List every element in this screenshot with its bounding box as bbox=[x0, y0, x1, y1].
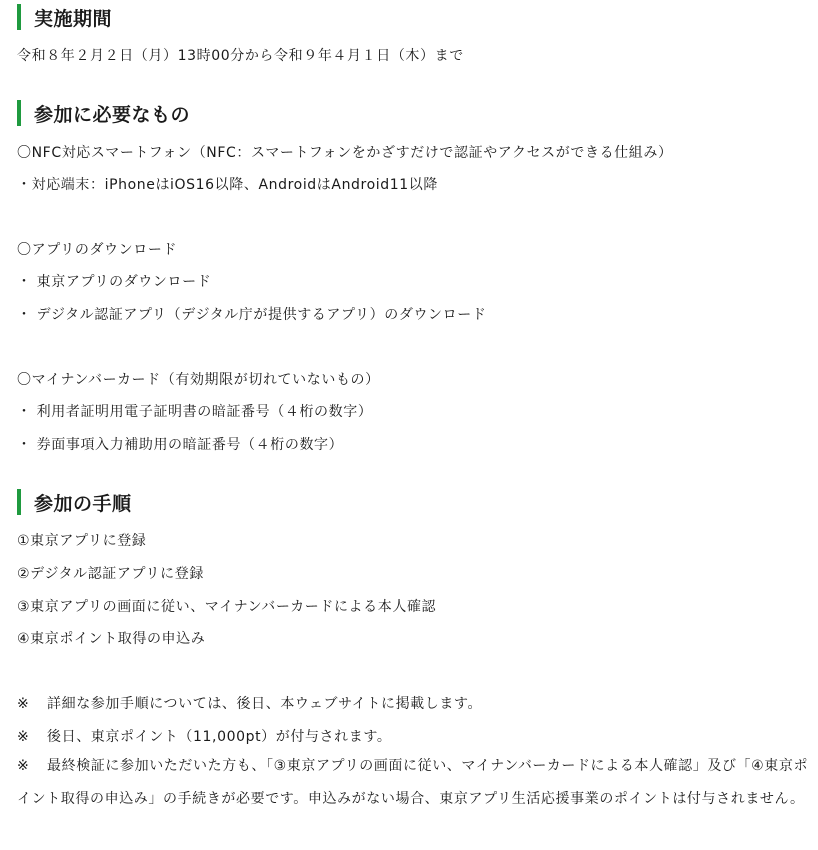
heading-accent-bar bbox=[17, 489, 21, 515]
requirement-item: ・ 利用者証明用電子証明書の暗証番号（４桁の数字） bbox=[17, 404, 373, 420]
steps-heading-text: 参加の手順 bbox=[34, 492, 132, 515]
requirement-item: 〇アプリのダウンロード bbox=[17, 242, 178, 258]
note-item bbox=[17, 694, 482, 714]
requirement-item: 〇マイナンバーカード（有効期限が切れていないもの） bbox=[17, 372, 380, 388]
note-mark: ※ bbox=[17, 696, 30, 712]
heading-accent-bar bbox=[17, 100, 21, 126]
note-text: 最終検証に参加いただいた方も、「③東京アプリの画面に従い、マイナンバーカードによる本人確認」及び「④東京ポイント取得の申込み」の手続きが必要です。申込みがない場合、東京アプリ生活応援事業のポイントは付与されません。 bbox=[17, 758, 809, 807]
requirement-item: ・対応端末：iPhoneはiOS16以降、AndroidはAndroid11以降 bbox=[17, 177, 438, 193]
heading-accent-bar bbox=[17, 4, 21, 30]
requirements-heading-text: 参加に必要なもの bbox=[34, 103, 191, 126]
requirement-item: ・ 券面事項入力補助用の暗証番号（４桁の数字） bbox=[17, 437, 344, 453]
period-heading bbox=[17, 4, 112, 30]
period-text: 令和８年２月２日（月）13時00分から令和９年４月１日（木）まで bbox=[17, 48, 464, 64]
note-mark: ※ bbox=[17, 758, 30, 774]
note-item bbox=[17, 750, 812, 816]
note-item bbox=[17, 727, 391, 747]
step-item: ①東京アプリに登録 bbox=[17, 533, 147, 549]
step-item: ③東京アプリの画面に従い、マイナンバーカードによる本人確認 bbox=[17, 599, 437, 615]
step-item: ②デジタル認証アプリに登録 bbox=[17, 566, 204, 582]
requirement-item: ・ デジタル認証アプリ（デジタル庁が提供するアプリ）のダウンロード bbox=[17, 307, 487, 323]
requirements-heading bbox=[17, 100, 190, 126]
requirement-item: ・ 東京アプリのダウンロード bbox=[17, 274, 212, 290]
requirement-item: 〇NFC対応スマートフォン（NFC：スマートフォンをかざすだけで認証やアクセスができる仕組み） bbox=[17, 145, 673, 161]
note-text: 詳細な参加手順については、後日、本ウェブサイトに掲載します。 bbox=[47, 696, 483, 712]
period-heading-text: 実施期間 bbox=[34, 7, 113, 30]
step-item: ④東京ポイント取得の申込み bbox=[17, 631, 206, 647]
note-text: 後日、東京ポイント（11,000pt）が付与されます。 bbox=[47, 729, 392, 745]
steps-heading bbox=[17, 489, 132, 515]
note-mark: ※ bbox=[17, 729, 30, 745]
